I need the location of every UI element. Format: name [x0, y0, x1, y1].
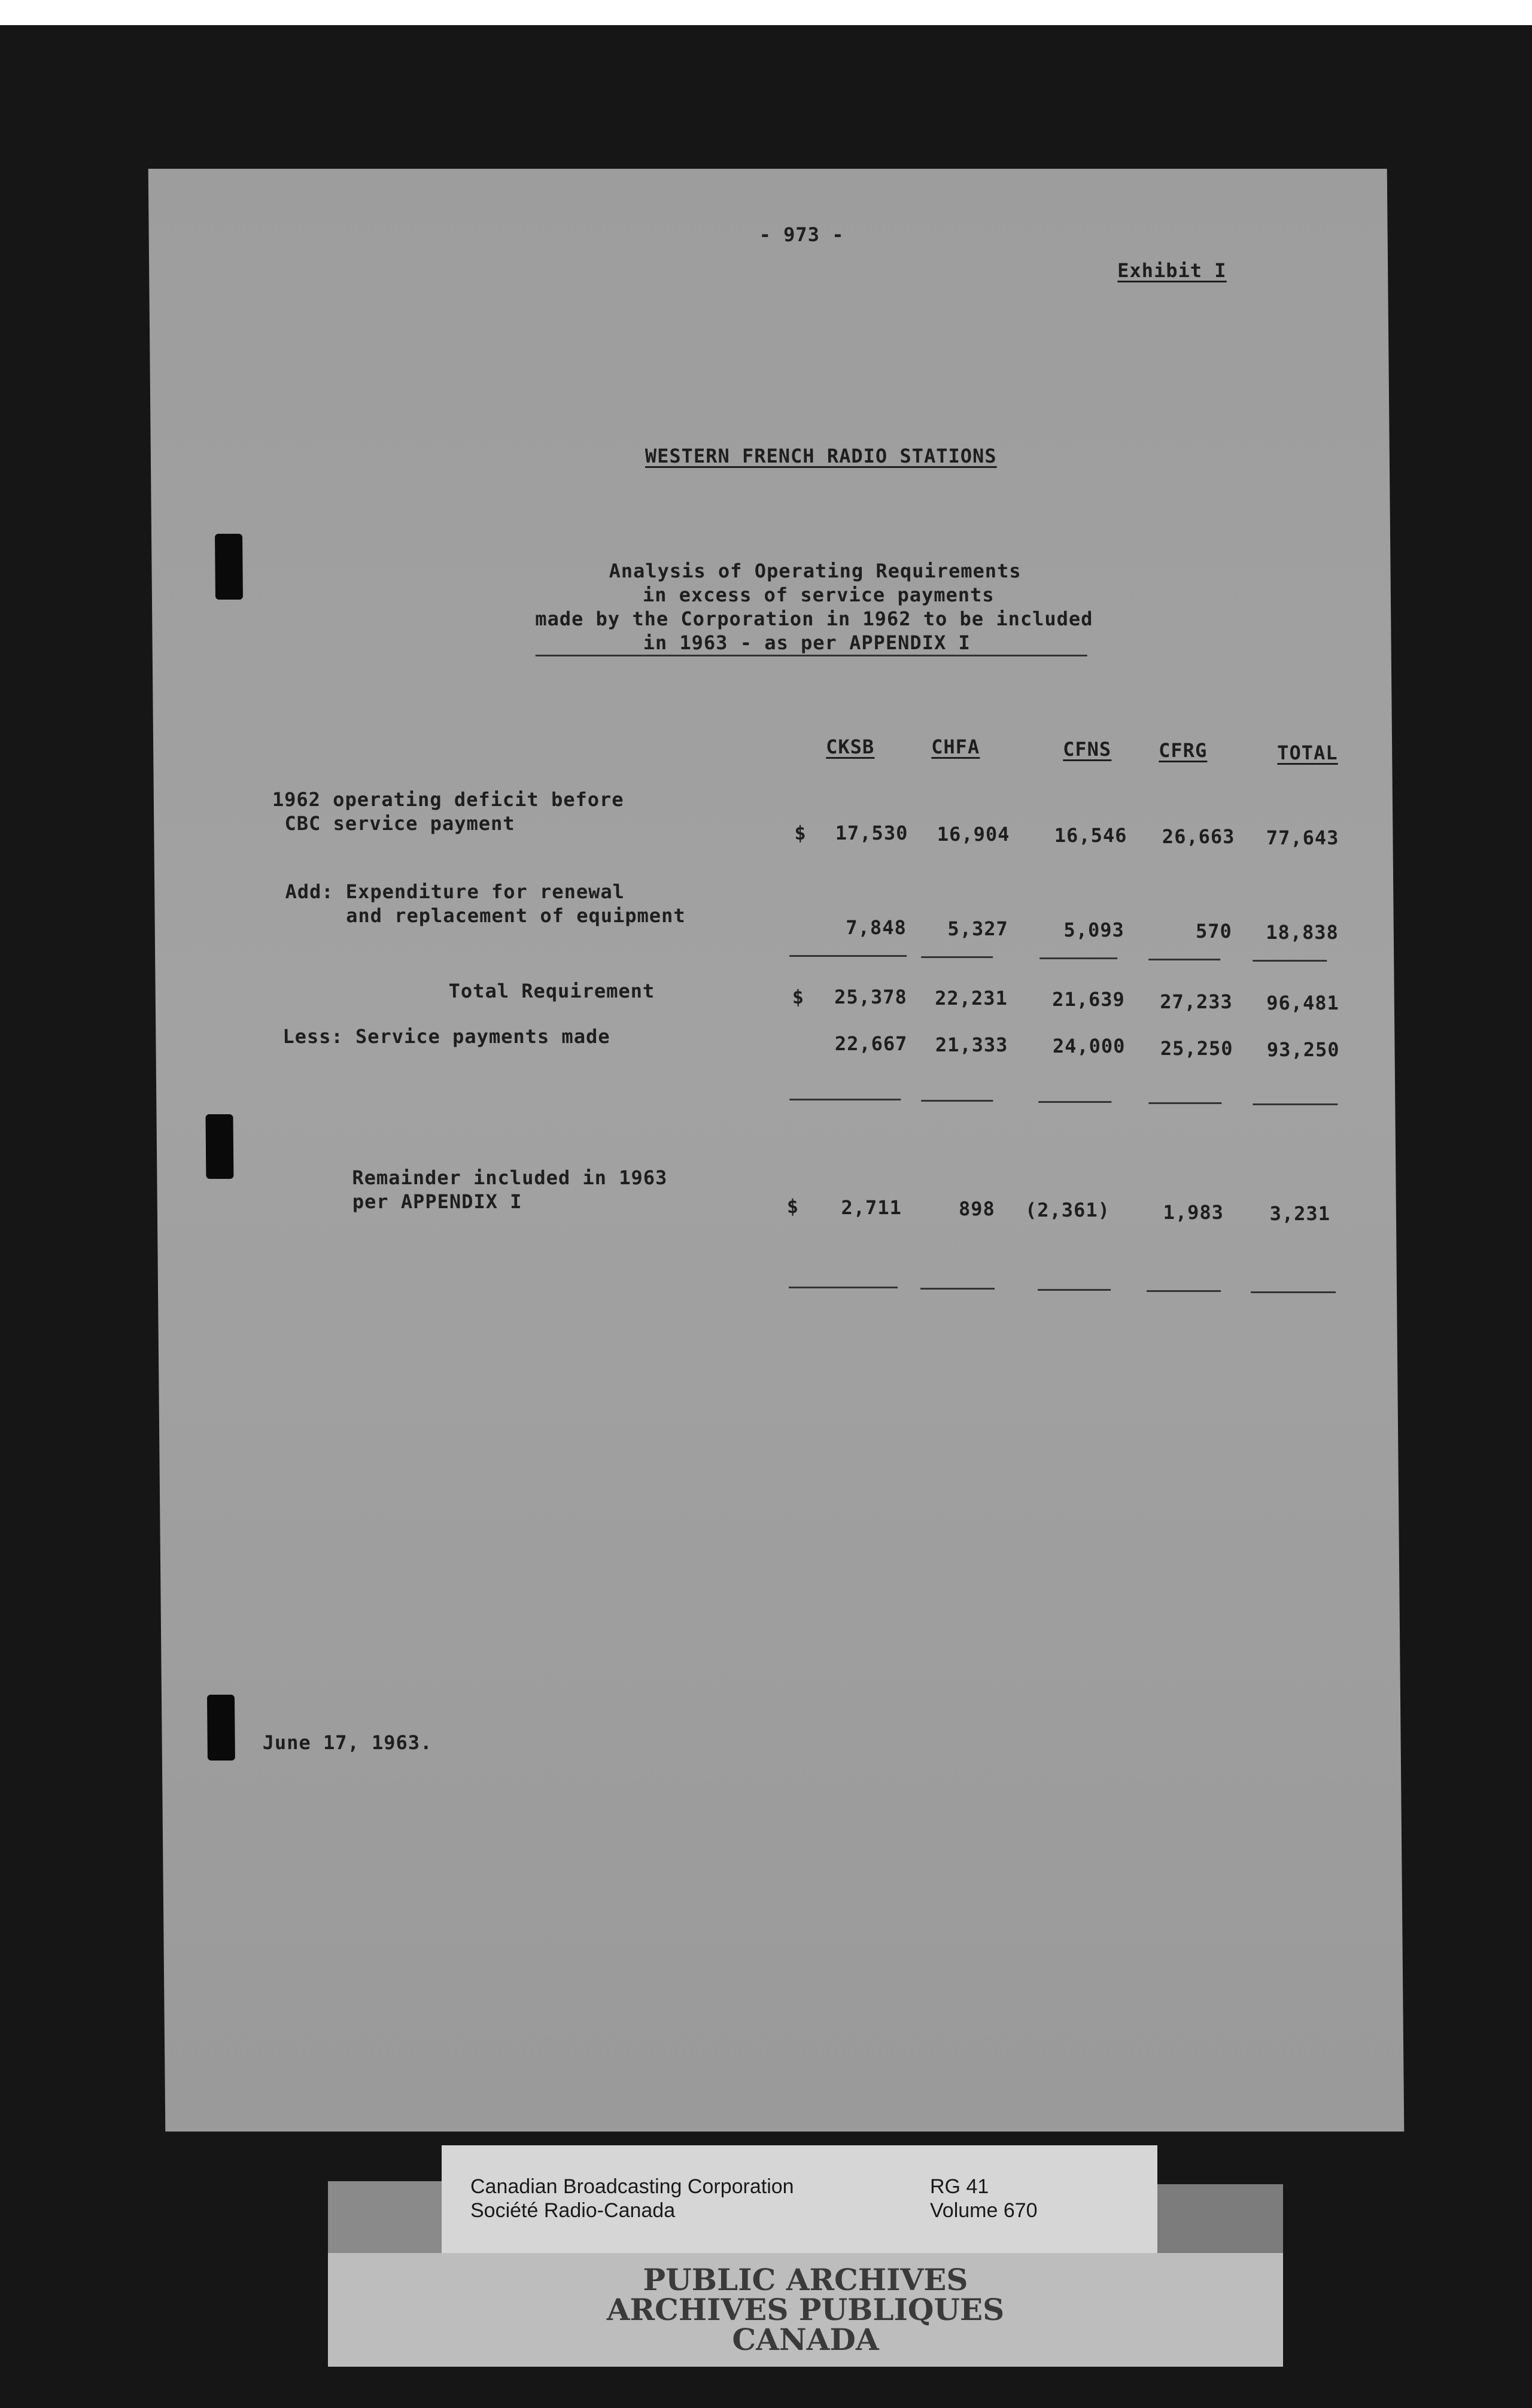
col-header-cksb: CKSB — [825, 735, 875, 758]
page-number: - 973 - — [759, 223, 844, 246]
final-rule-total — [1251, 1291, 1336, 1293]
col-header-chfa: CHFA — [931, 735, 980, 758]
row-3-cfrg: 27,233 — [1160, 990, 1233, 1013]
document-heading: WESTERN FRENCH RADIO STATIONS — [645, 445, 997, 467]
row-5-total: 3,231 — [1269, 1202, 1331, 1225]
row-1-cfrg: 26,663 — [1162, 825, 1235, 848]
row-3-label: Total Requirement — [448, 980, 655, 1002]
row-4-chfa: 21,333 — [935, 1033, 1008, 1056]
col-header-cfrg: CFRG — [1159, 739, 1208, 762]
row-1-cfns: 16,546 — [1054, 824, 1127, 847]
archive-stamp-line-2: ARCHIVES PUBLIQUES — [606, 2292, 1005, 2327]
row-2-label-line-2: and replacement of equipment — [273, 904, 686, 927]
document-date: June 17, 1963. — [262, 1731, 433, 1754]
subheading-line-1: Analysis of Operating Requirements — [609, 560, 1022, 582]
top-border — [0, 0, 1532, 25]
row-1-label-line-2: CBC service payment — [272, 812, 515, 835]
row-4-cksb: 22,667 — [834, 1032, 908, 1055]
archive-label-org-en: Canadian Broadcasting Corporation — [470, 2175, 794, 2198]
difference-rule-cksb — [789, 1099, 901, 1100]
subtotal-rule-chfa — [921, 956, 993, 958]
row-5-cfns: (2,361) — [1025, 1199, 1111, 1221]
archive-stamp-line-1: PUBLIC ARCHIVES — [643, 2262, 968, 2297]
subheading-underline — [536, 655, 1087, 656]
archive-label-shadow-right — [1157, 2184, 1283, 2262]
col-header-total: TOTAL — [1277, 741, 1338, 764]
row-2-cfns: 5,093 — [1063, 919, 1124, 941]
difference-rule-total — [1253, 1103, 1338, 1105]
row-4-total: 93,250 — [1266, 1038, 1340, 1061]
subheading-line-4: in 1963 - as per APPENDIX I — [643, 631, 971, 654]
punch-hole-bottom — [207, 1695, 235, 1761]
document-page — [148, 169, 1405, 2132]
row-2-chfa: 5,327 — [947, 917, 1008, 940]
row-3-currency: $ — [792, 986, 805, 1008]
row-1-currency: $ — [794, 822, 807, 844]
row-5-chfa: 898 — [958, 1197, 996, 1220]
row-5-label-line-1: Remainder included in 1963 — [352, 1166, 668, 1189]
row-1-chfa: 16,904 — [937, 823, 1010, 846]
subheading-line-3: made by the Corporation in 1962 to be included — [535, 607, 1093, 630]
row-1-cksb: 17,530 — [835, 822, 908, 844]
subtotal-rule-total — [1253, 960, 1327, 962]
row-2-total: 18,838 — [1266, 921, 1339, 944]
final-rule-cfrg — [1147, 1290, 1221, 1292]
row-5-currency: $ — [786, 1195, 800, 1218]
difference-rule-cfrg — [1148, 1102, 1221, 1104]
final-rule-chfa — [920, 1288, 995, 1290]
row-3-cfns: 21,639 — [1052, 988, 1125, 1011]
row-4-cfrg: 25,250 — [1160, 1037, 1233, 1060]
archive-stamp-line-3: CANADA — [732, 2322, 879, 2357]
subtotal-rule-cksb — [789, 955, 907, 957]
row-2-label-line-1: Add: Expenditure for renewal — [273, 880, 625, 903]
row-5-cfrg: 1,983 — [1163, 1201, 1224, 1224]
row-3-total: 96,481 — [1266, 992, 1340, 1014]
final-rule-cfns — [1038, 1289, 1111, 1291]
row-4-cfns: 24,000 — [1052, 1035, 1126, 1057]
subtotal-rule-cfns — [1039, 957, 1117, 959]
archive-label-org-fr: Société Radio-Canada — [470, 2199, 676, 2222]
row-1-total: 77,643 — [1266, 826, 1339, 849]
difference-rule-cfns — [1038, 1101, 1111, 1103]
punch-hole-top — [215, 534, 243, 600]
row-3-cksb: 25,378 — [834, 986, 907, 1008]
archive-label-volume: Volume 670 — [930, 2199, 1038, 2222]
archive-label-record-group: RG 41 — [930, 2175, 989, 2198]
punch-hole-middle — [205, 1114, 233, 1179]
row-2-cksb: 7,848 — [846, 916, 907, 939]
row-2-cfrg: 570 — [1195, 920, 1232, 942]
final-rule-cksb — [789, 1287, 898, 1288]
subheading-line-2: in excess of service payments — [642, 583, 995, 606]
row-4-label: Less: Service payments made — [282, 1025, 610, 1048]
subtotal-rule-cfrg — [1148, 959, 1220, 960]
row-3-chfa: 22,231 — [935, 987, 1008, 1010]
difference-rule-chfa — [921, 1100, 993, 1102]
archive-label-shadow-left — [328, 2181, 443, 2265]
archive-stamp — [328, 2253, 1283, 2367]
archive-label — [442, 2145, 1157, 2253]
col-header-cfns: CFNS — [1062, 738, 1112, 761]
row-5-label-line-2: per APPENDIX I — [352, 1190, 522, 1213]
exhibit-label: Exhibit I — [1117, 259, 1227, 282]
row-1-label-line-1: 1962 operating deficit before — [272, 788, 624, 811]
row-5-cksb: 2,711 — [841, 1196, 902, 1219]
